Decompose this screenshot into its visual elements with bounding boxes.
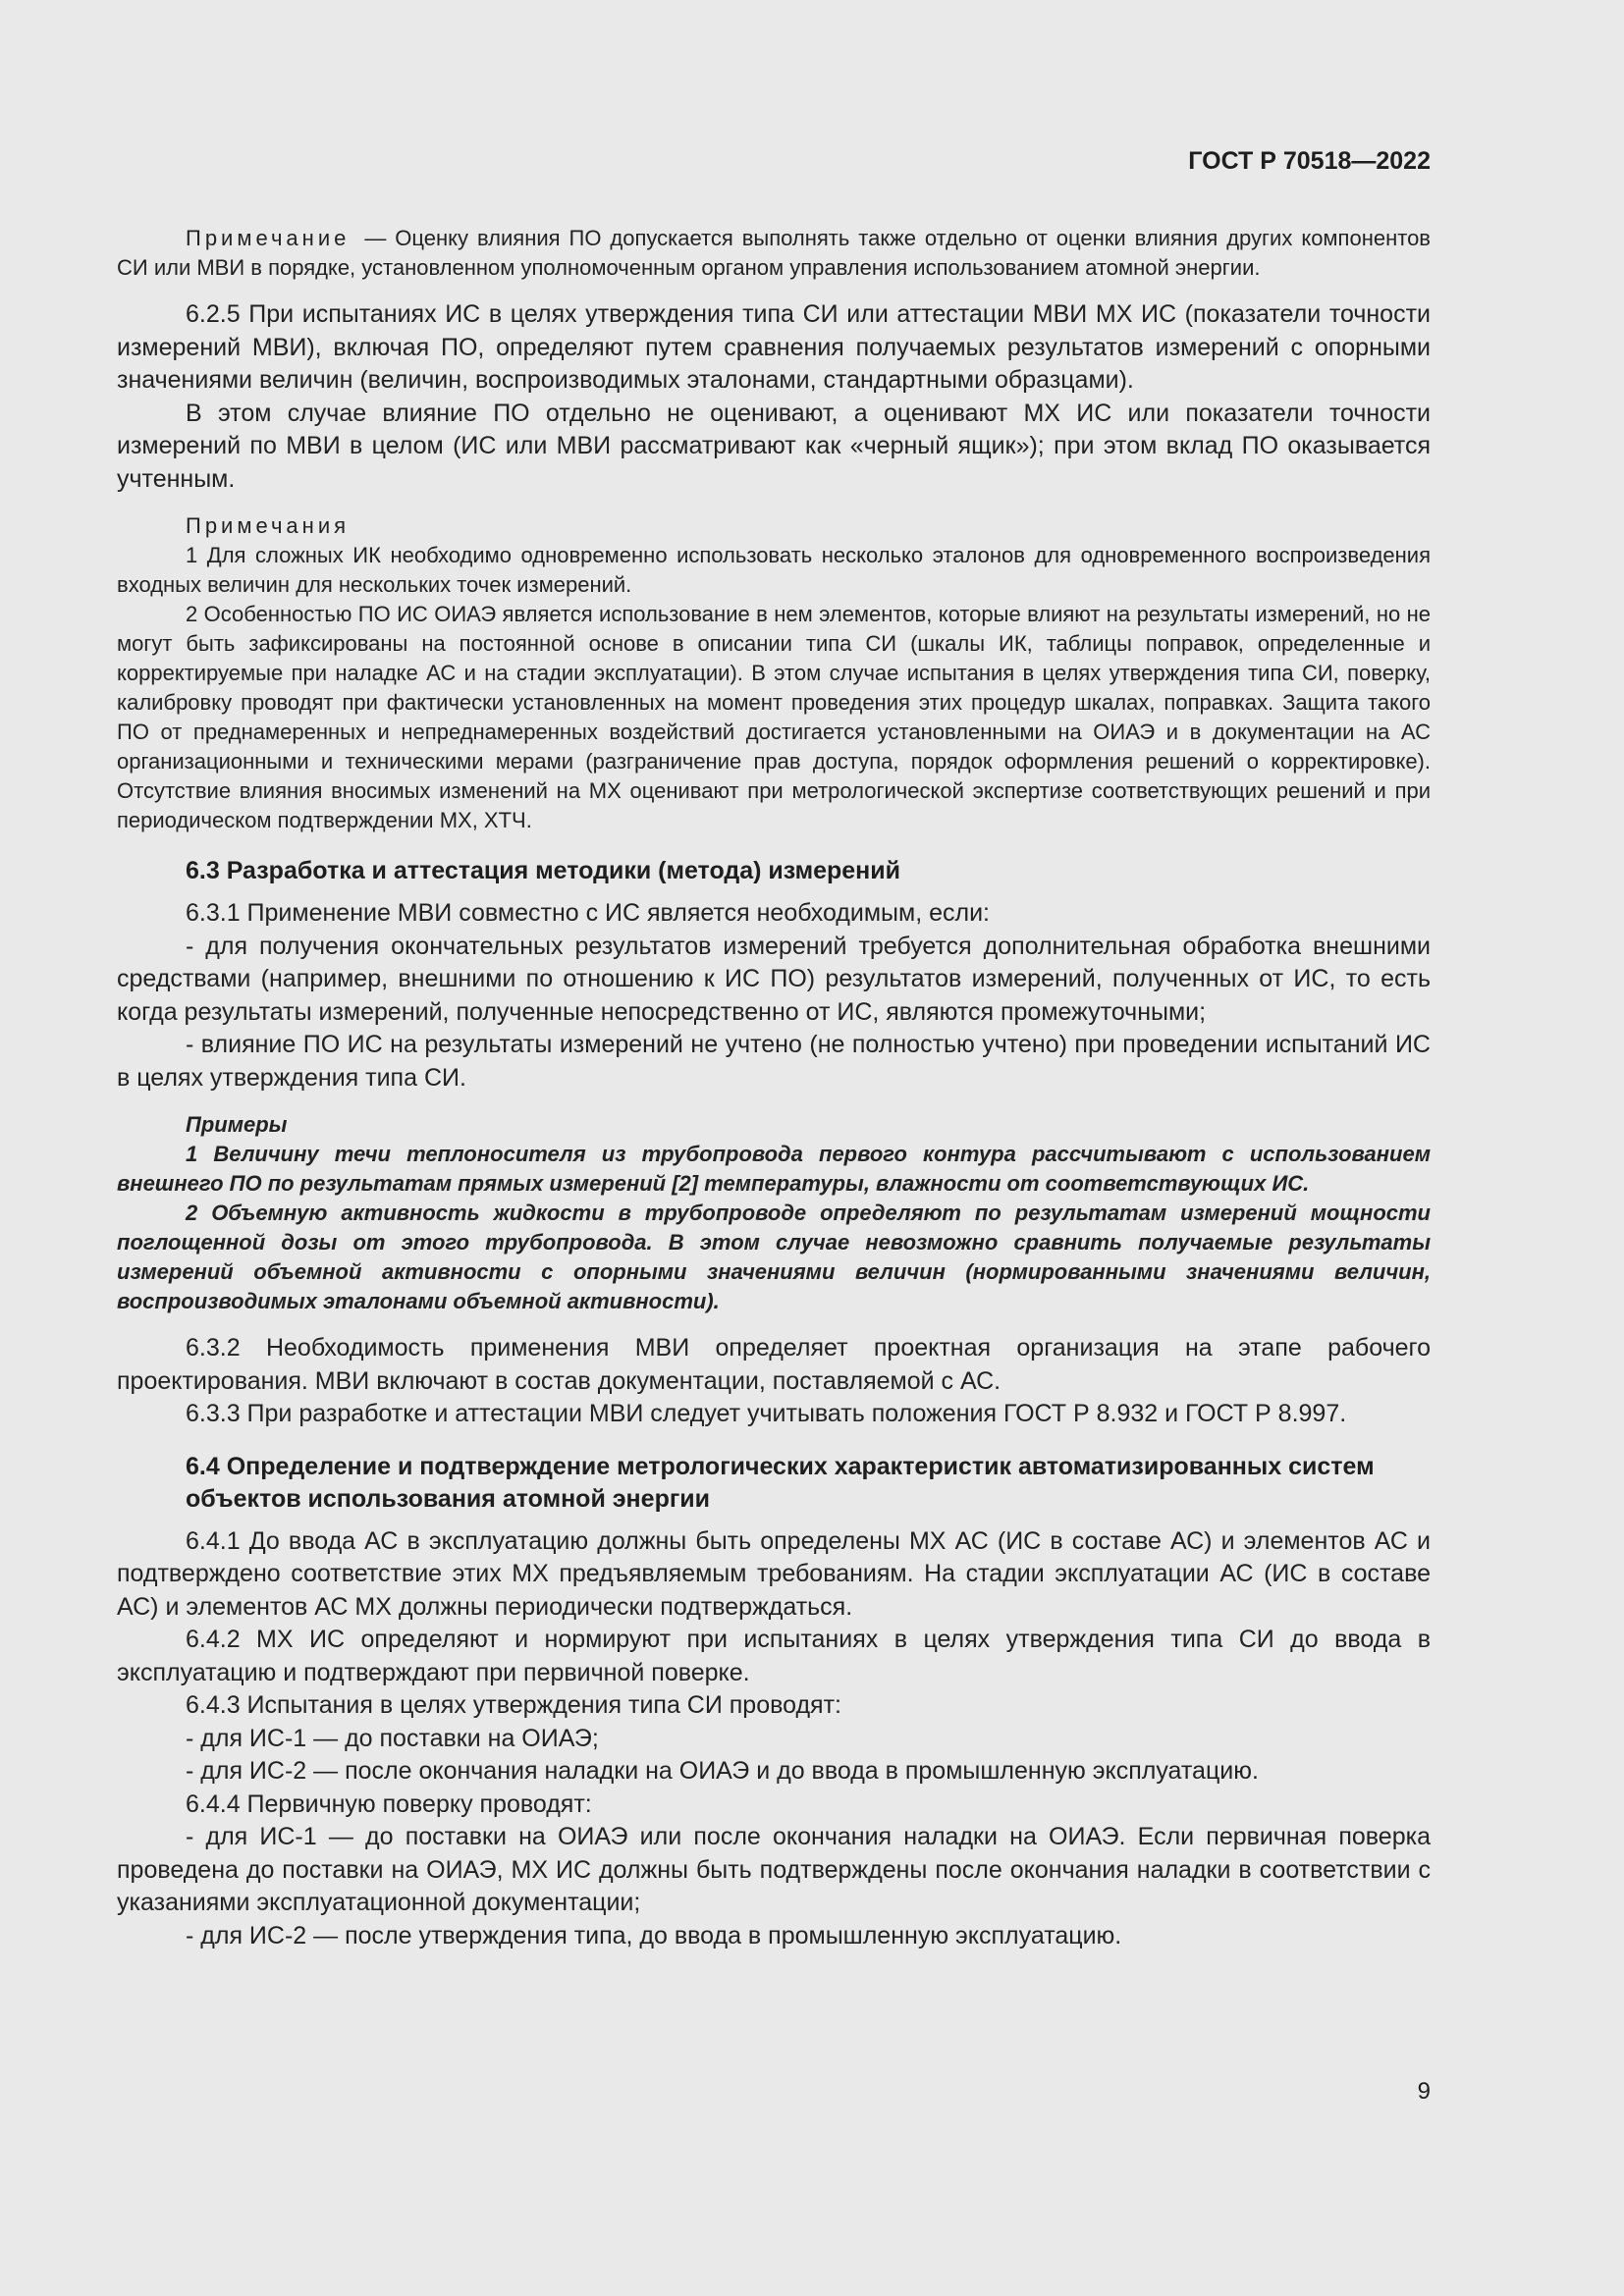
example-1: 1 Величину течи теплоносителя из трубопровода первого контура рассчитывают с использованием внешнего ПО по результатам прямых измерений [2] температуры, влажности от соответствующих ИС.	[117, 1142, 1431, 1196]
page-content	[117, 224, 1431, 1952]
document-code-header: ГОСТ Р 70518—2022	[1188, 147, 1431, 175]
example-2: 2 Объемную активность жидкости в трубопроводе определяют по результатам измерений мощности поглощенной дозы от этого трубопровода. В этом случае невозможно сравнить получаемые результаты измерений объемной активности с опорными значениями величин (нормированными значениями величин, воспроизводимых эталонами объемной активности).	[117, 1201, 1431, 1313]
list-item-6-4-3-b: - для ИС-2 — после окончания наладки на ОИАЭ и до ввода в промышленную эксплуатацию.	[186, 1757, 1259, 1785]
paragraph-6-3-2: 6.3.2 Необходимость применения МВИ определяет проектная организация на этапе рабочего проектирования. МВИ включают в состав документации, поставляемой с АС.	[117, 1334, 1431, 1395]
paragraph-6-4-3: 6.4.3 Испытания в целях утверждения типа СИ проводят:	[186, 1691, 841, 1719]
notes-title: Примечания	[186, 513, 351, 538]
list-item-6-3-1-b: - влияние ПО ИС на результаты измерений не учтено (не полностью учтено) при проведении испытаний ИС в целях утверждения типа СИ.	[117, 1031, 1431, 1092]
section-6-4-heading: 6.4 Определение и подтверждение метрологических характеристик автоматизированных систем объектов использования атомной энергии	[186, 1452, 1375, 1513]
note-text: — Оценку влияния ПО допускается выполнять также отдельно от оценки влияния других компонентов СИ или МВИ в порядке, установленном уполномоченным органом управления использованием атомной энергии.	[117, 226, 1431, 280]
paragraph-6-2-5-continued: В этом случае влияние ПО отдельно не оценивают, а оценивают МХ ИС или показатели точности измерений по МВИ в целом (ИС или МВИ рассматривают как «черный ящик»); при этом вклад ПО оказывается учтенным.	[117, 399, 1431, 493]
page-number: 9	[1417, 2078, 1431, 2105]
list-item-6-4-4-a: - для ИС-1 — до поставки на ОИАЭ или после окончания наладки на ОИАЭ. Если первичная поверка проведена до поставки на ОИАЭ, МХ ИС должны быть подтверждены после окончания наладки в соответствии с указаниями эксплуатационной документации;	[117, 1823, 1431, 1916]
paragraph-6-4-4: 6.4.4 Первичную поверку проводят:	[186, 1789, 592, 1818]
note-paragraph	[117, 224, 1431, 283]
list-item-6-4-4-b: - для ИС-2 — после утверждения типа, до ввода в промышленную эксплуатацию.	[186, 1921, 1122, 1949]
list-item-6-4-3-a: - для ИС-1 — до поставки на ОИАЭ;	[186, 1724, 599, 1752]
paragraph-6-3-3: 6.3.3 При разработке и аттестации МВИ следует учитывать положения ГОСТ Р 8.932 и ГОСТ Р 8.997.	[186, 1400, 1347, 1427]
note-item-1: 1 Для сложных ИК необходимо одновременно использовать несколько эталонов для одновременного воспроизведения входных величин для нескольких точек измерений.	[117, 543, 1431, 597]
paragraph-6-3-1: 6.3.1 Применение МВИ совместно с ИС является необходимым, если:	[186, 899, 990, 927]
paragraph-6-4-2: 6.4.2 МХ ИС определяют и нормируют при испытаниях в целях утверждения типа СИ до ввода в эксплуатацию и подтверждают при первичной поверке.	[117, 1626, 1431, 1686]
list-item-6-3-1-a: - для получения окончательных результатов измерений требуется дополнительная обработка внешними средствами (например, внешними по отношению к ИС ПО) результатов измерений, полученных от ИС, то есть когда результаты измерений, полученные непосредственно от ИС, являются промежуточными;	[117, 932, 1431, 1026]
examples-title: Примеры	[186, 1112, 288, 1137]
note-label: Примечание	[186, 226, 351, 250]
paragraph-6-4-1: 6.4.1 До ввода АС в эксплуатацию должны быть определены МХ АС (ИС в составе АС) и элементов АС и подтверждено соответствие этих МХ предъявляемым требованиям. На стадии эксплуатации АС (ИС в составе АС) и элементов АС МХ должны периодически подтверждаться.	[117, 1526, 1431, 1621]
section-6-3-heading: 6.3 Разработка и аттестация методики (метода) измерений	[186, 857, 901, 884]
note-item-2: 2 Особенностью ПО ИС ОИАЭ является использование в нем элементов, которые влияют на результаты измерений, но не могут быть зафиксированы на постоянной основе в описании типа СИ (шкалы ИК, таблицы поправок, определенные и корректируемые при наладке АС и на стадии эксплуатации). В этом случае испытания в целях утверждения типа СИ, поверку, калибровку проводят при фактически установленных на момент проведения этих процедур шкалах, поправках. Защита такого ПО от преднамеренных и непреднамеренных воздействий достигается установленными на ОИАЭ и в документации на АС организационными и техническими мерами (разграничение прав доступа, порядок оформления решений о корректировке). Отсутствие влияния вносимых изменений на МХ оценивают при метрологической экспертизе соответствующих решений и при периодическом подтверждении МХ, ХТЧ.	[117, 602, 1431, 832]
paragraph-6-2-5: 6.2.5 При испытаниях ИС в целях утверждения типа СИ или аттестации МВИ МХ ИС (показатели точности измерений МВИ), включая ПО, определяют путем сравнения получаемых результатов измерений с опорными значениями величин (величин, воспроизводимых эталонами, стандартными образцами).	[117, 300, 1431, 394]
